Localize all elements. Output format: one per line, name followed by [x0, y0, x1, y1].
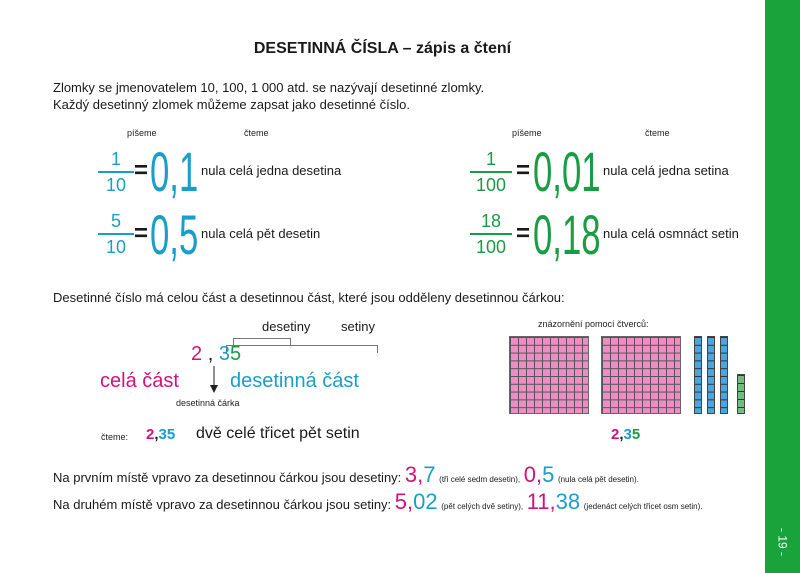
denominator: 10 [105, 175, 127, 195]
hundred-square [509, 336, 589, 414]
ex-whole: 3, [404, 462, 424, 487]
rule-hundredths-ex1 [395, 489, 438, 514]
squares-hundredth: 5 [631, 426, 641, 443]
hundredth-units [737, 374, 745, 414]
rule-hundredths-text: Na druhém místě vpravo za desetinnou čárkou jsou setiny: [53, 497, 392, 512]
whole-part-label: celá část [100, 370, 179, 392]
ex-dec: 7 [423, 462, 436, 487]
fraction-bar [98, 233, 134, 235]
header-read-left: čteme [244, 128, 269, 138]
equals-sign: = [516, 157, 531, 184]
rule-tenths-text: Na prvním místě vpravo za desetinnou čárkou jsou desetiny: [53, 470, 402, 485]
rule-tenths-note-2: (nula celá pět desetin). [557, 475, 639, 484]
rule-hundredths-note-1: (pět celých dvě setiny), [441, 502, 524, 511]
decimal-comma-label: desetinná čárka [176, 398, 240, 408]
fraction-3 [468, 148, 514, 196]
fraction-1 [96, 148, 136, 196]
read-text: dvě celé třicet pět setin [196, 425, 360, 442]
numerator: 1 [110, 149, 121, 169]
decimal-number: 0,18 [533, 203, 601, 266]
example-number [191, 343, 241, 366]
denominator: 100 [475, 237, 507, 257]
hundredth-digit: 5 [229, 343, 242, 365]
comma: , [207, 343, 214, 365]
decimal-number: 0,5 [150, 203, 199, 266]
squares-comma: , [619, 426, 624, 443]
decimal-part-label: desetinná část [230, 370, 359, 392]
reading-text: nula celá osmnáct setin [603, 226, 739, 241]
rule-tenths-ex1 [405, 462, 436, 487]
equals-sign: = [134, 220, 149, 247]
header-read-right: čteme [645, 128, 670, 138]
ex-whole: 11, [526, 489, 556, 514]
whole-digit: 2 [191, 343, 203, 365]
tenth-strip [707, 336, 715, 414]
numerator: 1 [485, 149, 496, 169]
ex-dec: 02 [413, 489, 438, 514]
fraction-2 [96, 210, 136, 258]
read-whole: 2 [146, 426, 155, 443]
fraction-4 [468, 210, 514, 258]
page-title: DESETINNÁ ČÍSLA – zápis a čtení [253, 40, 512, 57]
fraction-bar [470, 171, 512, 173]
equals-sign: = [134, 157, 149, 184]
ex-dec: 38 [555, 489, 581, 514]
intro-line-1: Zlomky se jmenovatelem 10, 100, 1 000 atd. se nazývají desetinné zlomky. [53, 80, 485, 95]
squares-caption: znázornění pomocí čtverců: [538, 319, 649, 329]
decimal-number: 0,1 [150, 140, 199, 203]
rule-hundredths [53, 489, 702, 515]
ex-whole: 5, [394, 489, 414, 514]
header-write-left: píšeme [127, 128, 157, 138]
header-write-right: píšeme [512, 128, 542, 138]
tenth-digit: 3 [218, 343, 230, 365]
hundred-square [601, 336, 681, 414]
reading-text: nula celá jedna desetina [201, 163, 342, 178]
equals-sign: = [516, 220, 531, 247]
hundredths-bracket [226, 345, 378, 353]
ex-whole: 0, [523, 462, 543, 487]
reading-text: nula celá pět desetin [201, 226, 321, 241]
rule-hundredths-ex2 [527, 489, 580, 514]
squares-whole: 2 [611, 426, 620, 443]
tenth-strip [694, 336, 702, 414]
denominator: 100 [475, 175, 507, 195]
read-comma: , [154, 426, 159, 443]
side-band [765, 0, 800, 573]
numerator: 5 [110, 211, 121, 231]
numerator: 18 [480, 211, 502, 231]
fraction-bar [470, 233, 512, 235]
fraction-bar [98, 171, 134, 173]
rule-tenths-note-1: (tři celé sedm desetin), [439, 475, 521, 484]
ex-dec: 5 [542, 462, 555, 487]
decimal-number: 0,01 [533, 140, 601, 203]
intro-line-2: Každý desetinný zlomek můžeme zapsat jako desetinné číslo. [53, 97, 410, 112]
denominator: 10 [105, 237, 127, 257]
read-decimals: 35 [158, 426, 176, 443]
squares-tenth: 3 [623, 426, 632, 443]
squares-number [611, 426, 640, 443]
rule-tenths-ex2 [524, 462, 555, 487]
read-number [146, 426, 175, 443]
rule-tenths [53, 462, 639, 488]
arrow-down-icon [209, 366, 219, 394]
tenth-strip [720, 336, 728, 414]
reading-text: nula celá jedna setina [603, 163, 729, 178]
label-tenths: desetiny [262, 319, 311, 334]
page-number: - 19 - [775, 527, 790, 556]
label-hundredths: setiny [341, 319, 375, 334]
rule-hundredths-note-2: (jedenáct celých třicet osm setin). [583, 502, 703, 511]
read-label: čteme: [101, 432, 129, 442]
parts-sentence: Desetinné číslo má celou část a desetinnou část, které jsou odděleny desetinnou čárkou: [53, 290, 565, 305]
